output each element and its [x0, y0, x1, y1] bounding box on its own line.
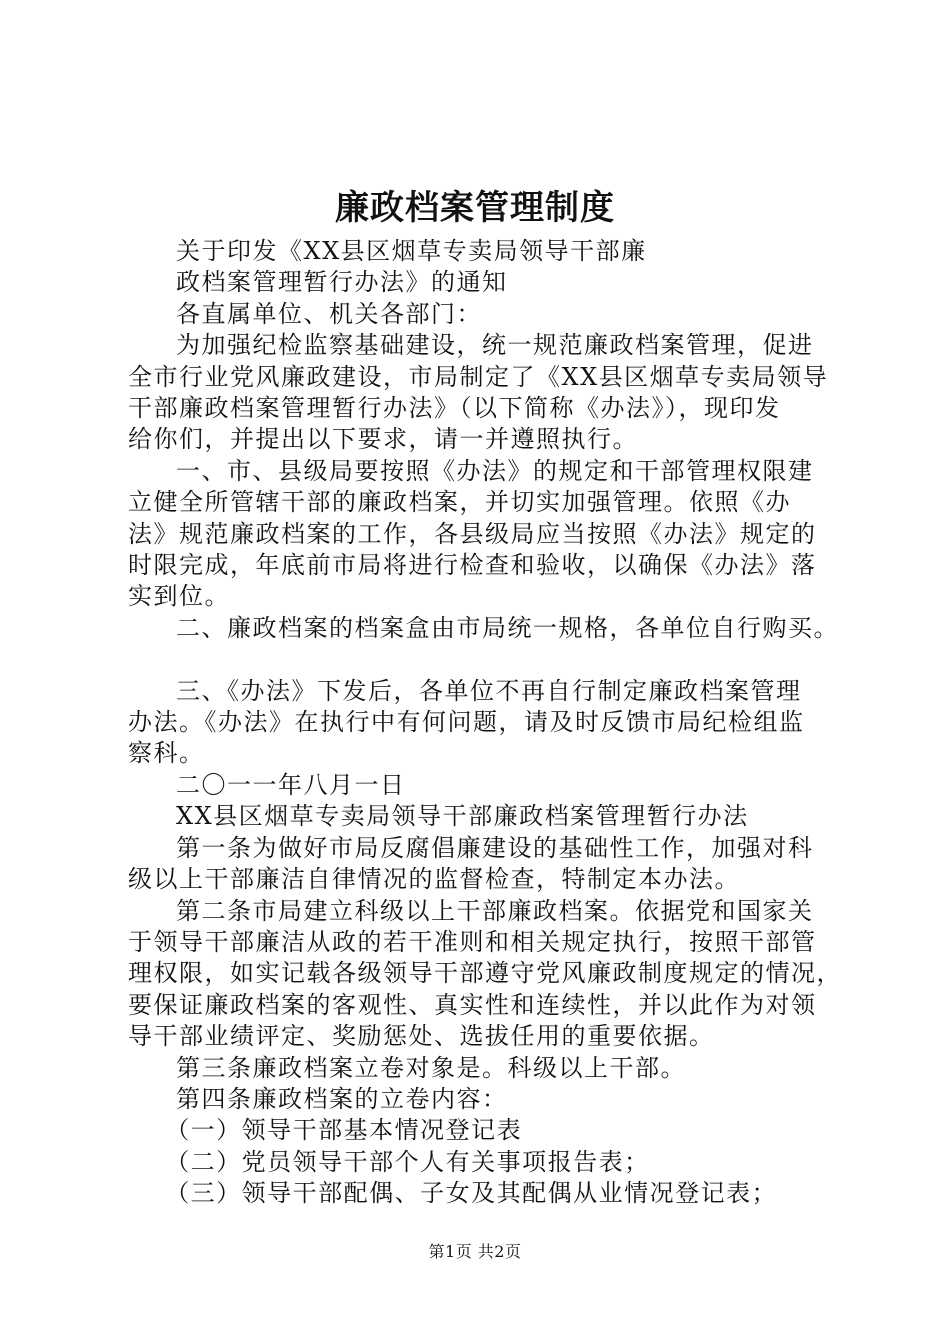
article-line: 第三条廉政档案立卷对象是。科级以上干部。	[176, 1053, 686, 1082]
article-line: 要保证廉政档案的客观性、真实性和连续性，并以此作为对领	[128, 990, 817, 1019]
document-body	[128, 236, 842, 1210]
article-line: 于领导干部廉洁从政的若干准则和相关规定执行，按照干部管	[128, 927, 817, 956]
notice-title-line-1: 关于印发《XX县区烟草专卖局领导干部廉	[176, 237, 647, 265]
list-item: （二）党员领导干部个人有关事项报告表；	[165, 1147, 650, 1176]
paragraph-line: 二、廉政档案的档案盒由市局统一规格，各单位自行购买。	[176, 613, 839, 642]
article-line: 理权限，如实记载各级领导干部遵守党风廉政制度规定的情况，	[128, 959, 842, 988]
list-item: （一）领导干部基本情况登记表	[165, 1116, 523, 1145]
addressee: 各直属单位、机关各部门：	[176, 299, 482, 328]
article-line: 导干部业绩评定、奖励惩处、选拔任用的重要依据。	[128, 1022, 715, 1051]
paragraph-line: 干部廉政档案管理暂行办法》（以下简称《办法》），现印发	[128, 394, 781, 423]
paragraph-line: 办法。《办法》在执行中有何问题，请及时反馈市局纪检组监	[128, 708, 805, 737]
page-footer: 第1页 共2页	[428, 1242, 522, 1261]
regulation-title: XX县区烟草专卖局领导干部廉政档案管理暂行办法	[176, 802, 749, 831]
paragraph-line: 给你们，并提出以下要求，请一并遵照执行。	[128, 425, 638, 454]
article-line: 级以上干部廉洁自律情况的监督检查，特制定本办法。	[128, 865, 740, 894]
list-item: （三）领导干部配偶、子女及其配偶从业情况登记表；	[165, 1179, 778, 1208]
paragraph-line: 一、市、县级局要按照《办法》的规定和干部管理权限建	[176, 456, 814, 485]
paragraph-line: 三、《办法》下发后，各单位不再自行制定廉政档案管理	[176, 676, 802, 705]
article-line: 第四条廉政档案的立卷内容：	[176, 1084, 508, 1113]
blank-line	[128, 644, 838, 675]
paragraph-line: 察科。	[128, 739, 205, 768]
date-line: 二〇一一年八月一日	[176, 770, 406, 799]
paragraph-line: 全市行业党风廉政建设，市局制定了《XX县区烟草专卖局领导	[128, 362, 829, 391]
notice-title-line-2: 政档案管理暂行办法》的通知	[176, 268, 508, 297]
paragraph-line: 时限完成，年底前市局将进行检查和验收，以确保《办法》落	[128, 551, 817, 580]
paragraph-line: 法》规范廉政档案的工作，各县级局应当按照《办法》规定的	[128, 519, 817, 548]
article-line: 第一条为做好市局反腐倡廉建设的基础性工作，加强对科	[176, 833, 814, 862]
article-line: 第二条市局建立科级以上干部廉政档案。依据党和国家关	[176, 896, 814, 925]
document-title: 廉政档案管理制度	[335, 188, 615, 228]
paragraph-line: 立健全所管辖干部的廉政档案，并切实加强管理。依照《办	[128, 488, 791, 517]
paragraph-line: 实到位。	[128, 582, 230, 611]
paragraph-line: 为加强纪检监察基础建设，统一规范廉政档案管理，促进	[176, 331, 814, 360]
